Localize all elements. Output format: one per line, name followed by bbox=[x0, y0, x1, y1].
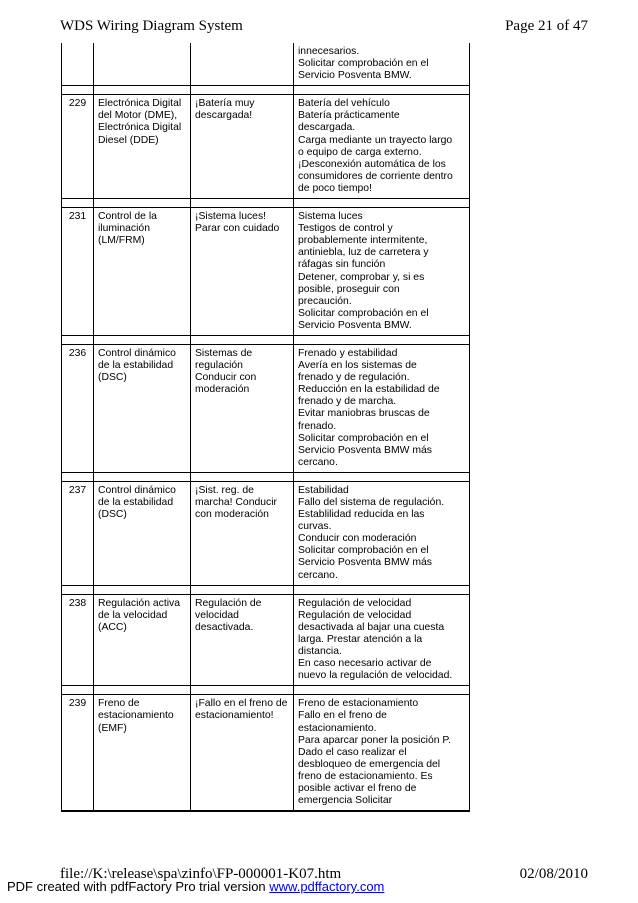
display-message-cell bbox=[191, 95, 294, 199]
driver-info-line: Servicio Posventa BMW más bbox=[298, 444, 432, 456]
driver-info-line: curvas. bbox=[298, 521, 332, 533]
driver-info-line: antiniebla, luz de carretera y bbox=[298, 247, 429, 259]
file-path: file://K:\release\spa\zinfo\FP-000001-K07.htm bbox=[60, 866, 342, 882]
row-number: 237 bbox=[68, 484, 87, 496]
control-unit-cell bbox=[94, 695, 191, 811]
driver-info-line: Dado el caso realizar el bbox=[298, 746, 407, 758]
row-number-cell bbox=[62, 208, 94, 336]
display-message-cell bbox=[191, 344, 294, 472]
print-date: 02/08/2010 bbox=[519, 866, 588, 882]
control-unit-cell bbox=[94, 594, 191, 686]
control-unit-line: iluminación bbox=[98, 223, 150, 235]
driver-info-line: desactivada al bajar una cuesta bbox=[298, 621, 445, 633]
control-unit-line: Regulación activa bbox=[98, 597, 181, 609]
driver-info-line: Frenado y estabilidad bbox=[298, 347, 398, 359]
display-message-cell bbox=[191, 594, 294, 686]
display-message-line: Parar con cuidado bbox=[195, 223, 280, 235]
display-message-cell bbox=[191, 481, 294, 585]
table-row bbox=[62, 95, 470, 199]
display-message-line: ¡Batería muy bbox=[195, 98, 255, 110]
driver-info-line: cercano. bbox=[298, 456, 338, 468]
control-unit-cell bbox=[94, 481, 191, 585]
driver-info-line: Carga mediante un trayecto largo bbox=[298, 134, 453, 146]
driver-info-line: precaución. bbox=[298, 295, 352, 307]
driver-info-line: Establilidad reducida en las bbox=[298, 509, 425, 521]
row-number: 231 bbox=[68, 211, 87, 223]
display-message-line: con moderación bbox=[195, 509, 269, 521]
driver-info-line: Servicio Posventa BMW más bbox=[298, 557, 432, 569]
driver-info-line: Conducir con moderación bbox=[298, 533, 417, 545]
check-control-table bbox=[61, 43, 470, 812]
display-message-line: regulación bbox=[195, 360, 243, 372]
display-message-line: Sistemas de bbox=[195, 347, 253, 359]
row-separator bbox=[62, 686, 470, 695]
driver-info-line: ¡Desconexión automática de los bbox=[298, 158, 446, 170]
control-unit-line: de la estabilidad bbox=[98, 497, 174, 508]
control-unit-line: Control dinámico bbox=[98, 347, 176, 359]
row-number-cell bbox=[62, 344, 94, 472]
driver-info-line: frenado y de marcha. bbox=[298, 396, 397, 408]
page-header bbox=[60, 18, 588, 42]
driver-info-line: Fallo en el freno de bbox=[298, 710, 387, 722]
driver-info-cell bbox=[294, 344, 470, 472]
table-row bbox=[62, 695, 470, 811]
driver-info-cell bbox=[294, 208, 470, 336]
driver-info-line: posible activar el freno de bbox=[298, 782, 417, 794]
driver-info-line: consumidores de corriente dentro bbox=[298, 170, 453, 182]
row-number-cell bbox=[62, 695, 94, 811]
row-number: 229 bbox=[68, 98, 87, 110]
driver-info-line: Detener, comprobar y, si es bbox=[298, 271, 425, 283]
driver-info-line: Regulación de velocidad bbox=[298, 597, 412, 609]
display-message-line: Conducir con bbox=[195, 372, 257, 384]
display-message-line: descargada! bbox=[195, 110, 253, 122]
driver-info-line: frenado y de regulación. bbox=[298, 372, 410, 384]
driver-info-line: Servicio Posventa BMW. bbox=[298, 70, 412, 82]
driver-info-line: Sistema luces bbox=[298, 211, 363, 223]
control-unit-line: de la estabilidad bbox=[98, 360, 174, 372]
driver-info-line: Servicio Posventa BMW. bbox=[298, 319, 412, 331]
driver-info-line: o equipo de carga externo. bbox=[298, 146, 422, 158]
control-unit-line: (DSC) bbox=[98, 372, 127, 384]
driver-info-line: frenado. bbox=[298, 420, 337, 432]
driver-info-line: Estabilidad bbox=[298, 484, 349, 496]
row-number: 236 bbox=[68, 347, 87, 359]
control-unit-line: (EMF) bbox=[98, 722, 127, 734]
row-separator bbox=[62, 199, 470, 208]
display-message-line: marcha! Conducir bbox=[195, 497, 278, 508]
driver-info-line: probablemente intermitente, bbox=[298, 235, 428, 247]
driver-info-line: Batería del vehículo bbox=[298, 98, 390, 110]
table-row bbox=[62, 208, 470, 336]
control-unit-line: Freno de bbox=[98, 698, 140, 710]
driver-info-line: innecesarios. bbox=[298, 46, 360, 57]
driver-info-line: emergencia Solicitar bbox=[298, 795, 393, 807]
driver-info-line: Solicitar comprobación en el bbox=[298, 307, 429, 319]
driver-info-line: Para aparcar poner la posición P. bbox=[298, 734, 451, 746]
driver-info-line: posible, proseguir con bbox=[298, 283, 400, 295]
row-separator bbox=[62, 86, 470, 95]
driver-info-line: Reducción en la estabilidad de bbox=[298, 384, 440, 396]
pdffactory-link[interactable]: www.pdffactory.com bbox=[269, 879, 385, 894]
pdf-watermark bbox=[7, 879, 384, 894]
driver-info-line: ráfagas sin función bbox=[298, 259, 386, 271]
control-unit-cell bbox=[94, 344, 191, 472]
control-unit-line: (DSC) bbox=[98, 509, 127, 521]
driver-info-line: cercano. bbox=[298, 569, 338, 581]
display-message-line: estacionamiento! bbox=[195, 710, 274, 722]
driver-info-line: Batería prácticamente bbox=[298, 110, 400, 122]
driver-info-line: de poco tiempo! bbox=[298, 182, 372, 194]
display-message-line: ¡Sist. reg. de bbox=[195, 484, 254, 496]
driver-info-line: Regulación de velocidad bbox=[298, 609, 412, 621]
driver-info-line: Solicitar comprobación en el bbox=[298, 545, 429, 557]
driver-info-line: desbloqueo de emergencia del bbox=[298, 758, 441, 770]
display-message-line: velocidad bbox=[195, 609, 239, 621]
pdf-note-text: PDF created with pdfFactory Pro trial version bbox=[7, 879, 270, 894]
driver-info-line: Freno de estacionamiento bbox=[298, 698, 419, 710]
driver-info-cell bbox=[294, 43, 470, 86]
table-row bbox=[62, 43, 470, 86]
driver-info-cell bbox=[294, 481, 470, 585]
control-unit-line: del Motor (DME), bbox=[98, 110, 178, 122]
row-number-cell bbox=[62, 95, 94, 199]
control-unit-line: Control de la bbox=[98, 211, 157, 223]
display-message-line: ¡Sistema luces! bbox=[195, 211, 267, 223]
row-separator bbox=[62, 472, 470, 481]
table-row bbox=[62, 481, 470, 585]
control-unit-line: estacionamiento bbox=[98, 710, 174, 722]
display-message-line: Regulación de bbox=[195, 597, 262, 609]
driver-info-line: descargada. bbox=[298, 122, 356, 134]
driver-info-line: freno de estacionamiento. Es bbox=[298, 770, 433, 782]
driver-info-cell bbox=[294, 95, 470, 199]
row-number-cell bbox=[62, 43, 94, 86]
display-message-cell bbox=[191, 208, 294, 336]
table-row bbox=[62, 594, 470, 686]
driver-info-line: Fallo del sistema de regulación. bbox=[298, 497, 445, 508]
control-unit-cell bbox=[94, 43, 191, 86]
driver-info-cell bbox=[294, 695, 470, 811]
control-unit-line: Electrónica Digital bbox=[98, 122, 182, 134]
driver-info-line: Testigos de control y bbox=[298, 223, 393, 235]
display-message-cell bbox=[191, 43, 294, 86]
control-unit-line: Electrónica Digital bbox=[98, 98, 182, 110]
driver-info-line: distancia. bbox=[298, 646, 342, 658]
control-unit-line: de la velocidad bbox=[98, 609, 168, 621]
control-unit-cell bbox=[94, 208, 191, 336]
driver-info-line: En caso necesario activar de bbox=[298, 658, 432, 670]
control-unit-line: Diesel (DDE) bbox=[98, 134, 159, 146]
driver-info-cell bbox=[294, 594, 470, 686]
row-number-cell bbox=[62, 594, 94, 686]
row-number: 238 bbox=[68, 597, 87, 609]
display-message-line: ¡Fallo en el freno de bbox=[195, 698, 288, 710]
row-separator bbox=[62, 585, 470, 594]
driver-info-line: Solicitar comprobación en el bbox=[298, 58, 429, 70]
driver-info-line: Solicitar comprobación en el bbox=[298, 432, 429, 444]
display-message-line: moderación bbox=[195, 384, 250, 396]
driver-info-line: nuevo la regulación de velocidad. bbox=[298, 670, 453, 682]
row-number: 239 bbox=[68, 698, 87, 710]
control-unit-line: Control dinámico bbox=[98, 484, 176, 496]
control-unit-line: (LM/FRM) bbox=[98, 235, 145, 247]
driver-info-line: Avería en los sistemas de bbox=[298, 360, 417, 372]
row-number-cell bbox=[62, 481, 94, 585]
page-number: Page 21 of 47 bbox=[505, 18, 588, 34]
document-title: WDS Wiring Diagram System bbox=[60, 18, 243, 34]
display-message-cell bbox=[191, 695, 294, 811]
control-unit-cell bbox=[94, 95, 191, 199]
driver-info-line: Evitar maniobras bruscas de bbox=[298, 408, 430, 420]
driver-info-line: estacionamiento. bbox=[298, 722, 377, 734]
driver-info-line: larga. Prestar atención a la bbox=[298, 633, 423, 645]
control-unit-line: (ACC) bbox=[98, 621, 127, 633]
display-message-line: desactivada. bbox=[195, 621, 254, 633]
row-separator bbox=[62, 335, 470, 344]
table-row bbox=[62, 344, 470, 472]
